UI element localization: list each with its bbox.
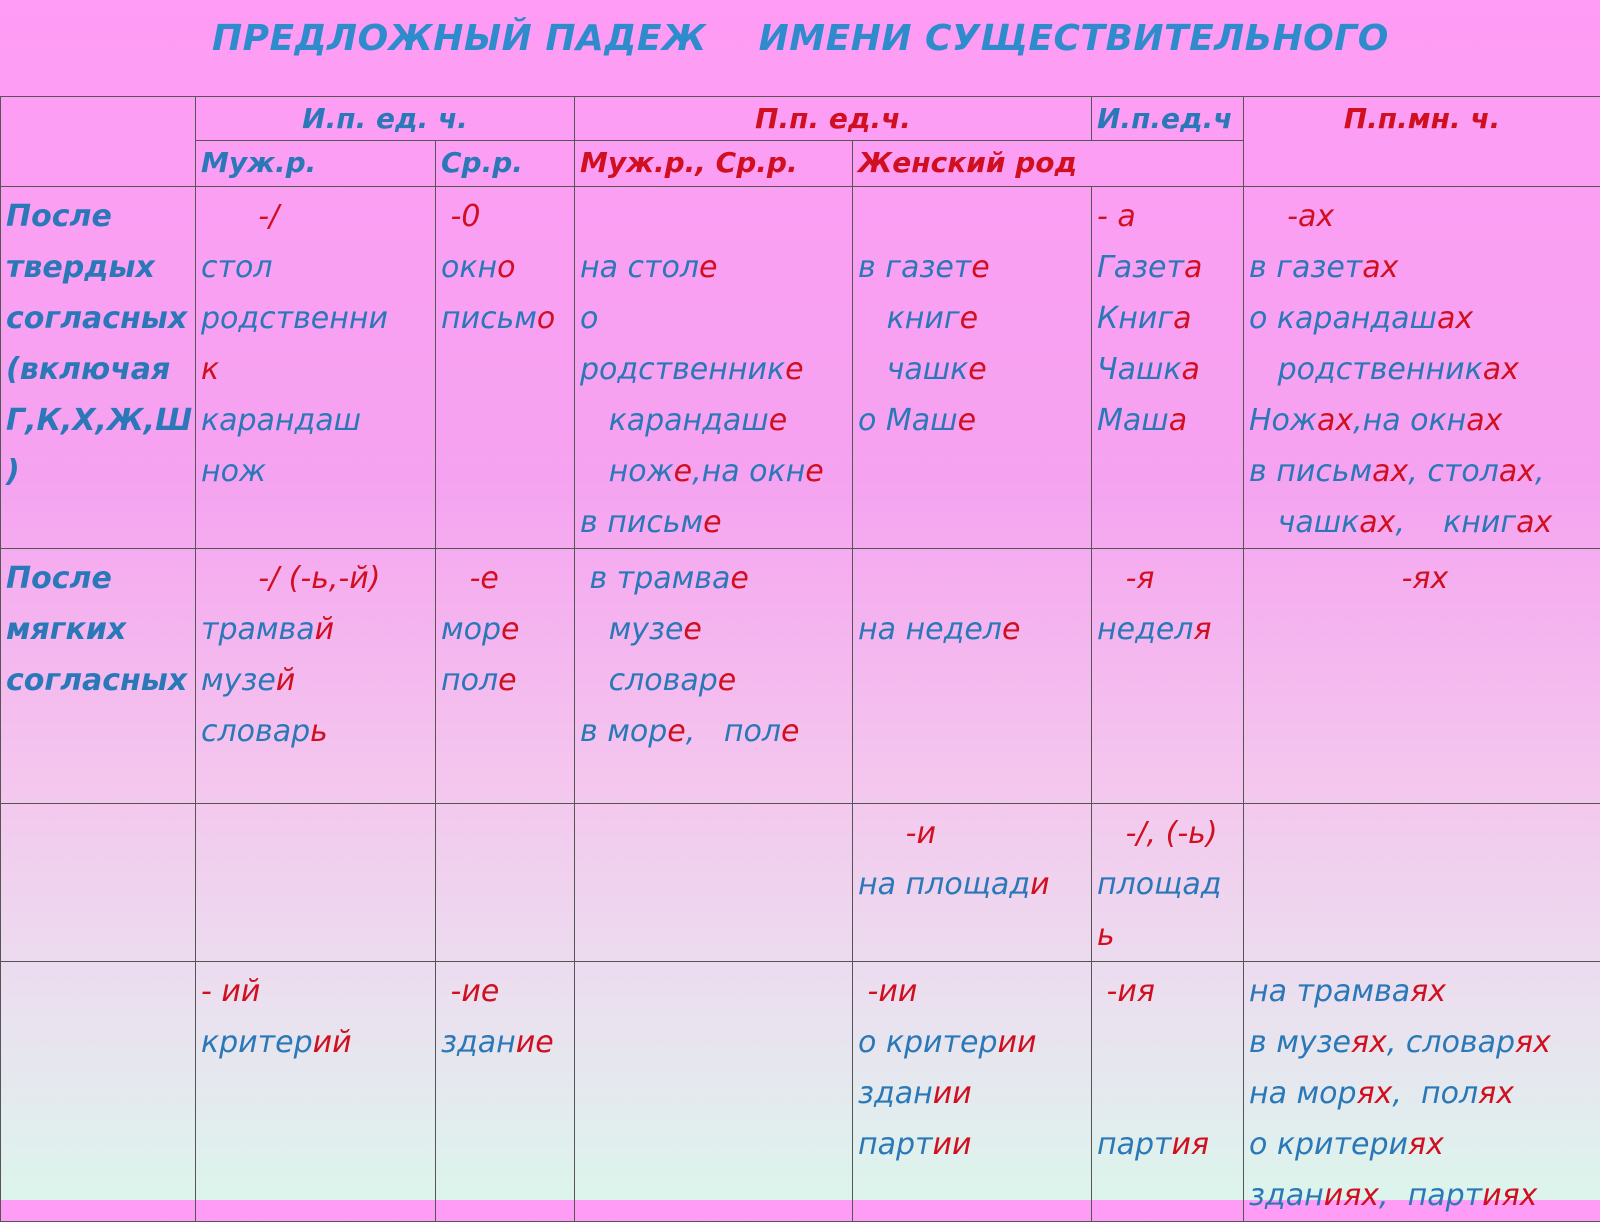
- cell-line: [441, 293, 569, 344]
- ending-text: к: [201, 352, 219, 387]
- cell-line: [1097, 910, 1238, 961]
- row-label: [1, 804, 196, 962]
- ending-text: а: [1182, 352, 1200, 387]
- cell-line: [858, 808, 1086, 859]
- ending-text: ах: [1499, 454, 1535, 489]
- cell-pp-zhen: [853, 962, 1092, 1222]
- cell-pp-mn: [1244, 962, 1600, 1222]
- stem-text: мор: [441, 612, 501, 647]
- table-row: [1, 804, 1600, 962]
- ending-text: -0: [441, 199, 480, 234]
- cell-line: [858, 395, 1086, 446]
- cell-im-zhen: [1092, 549, 1244, 804]
- ending-text: -/ (-ь,-й): [201, 561, 380, 596]
- stem-text: чашк: [858, 352, 968, 387]
- cell-line: [201, 344, 430, 395]
- stem-text: ,: [692, 454, 702, 489]
- ending-text: е: [785, 352, 803, 387]
- ending-text: -/: [201, 199, 279, 234]
- cell-im-sr: [436, 549, 575, 804]
- stem-text: , пол: [1392, 1076, 1478, 1111]
- cell-line: [1097, 966, 1238, 1017]
- ending-text: е: [958, 403, 976, 438]
- stem-text: критер: [201, 1025, 313, 1060]
- ending-text: ах: [1359, 505, 1395, 540]
- cell-line: [1097, 1068, 1238, 1119]
- cell-line: [1097, 344, 1238, 395]
- table-row: [1, 962, 1600, 1222]
- cell-line: [580, 706, 847, 757]
- stem-text: музе: [580, 612, 683, 647]
- page-title: ПРЕДЛОЖНЫЙ ПАДЕЖ ИМЕНИ СУЩЕСТВИТЕЛЬНОГО: [0, 18, 1600, 59]
- cell-line: [201, 1017, 430, 1068]
- cell-pp-mn: [1244, 549, 1600, 804]
- ending-text: я: [1193, 612, 1211, 647]
- stem-text: на стол: [580, 250, 699, 285]
- ending-text: е: [1002, 612, 1020, 647]
- cell-im-muzh: [196, 549, 436, 804]
- cell-line: [580, 242, 847, 293]
- cell-line: [1249, 293, 1595, 344]
- cell-line: [441, 1017, 569, 1068]
- header-pp-ed: П.п. ед.ч.: [575, 97, 1092, 141]
- stem-text: Маш: [1097, 403, 1169, 438]
- cell-pp-zhen: [853, 549, 1092, 804]
- ending-text: -я: [1097, 561, 1154, 596]
- stem-text: в газет: [1249, 250, 1362, 285]
- ending-text: е: [718, 663, 736, 698]
- cell-line: [858, 191, 1086, 242]
- stem-text: , книг: [1395, 505, 1516, 540]
- header-ip-ed: И.п. ед. ч.: [196, 97, 575, 141]
- table-row: [1, 187, 1600, 549]
- cell-im-muzh: [196, 804, 436, 962]
- stem-text: в трамва: [580, 561, 730, 596]
- cell-line: [580, 395, 847, 446]
- ending-text: е: [703, 505, 721, 540]
- cell-line: [441, 553, 569, 604]
- ending-text: иях: [1482, 1178, 1537, 1213]
- ending-text: ь: [1097, 918, 1115, 953]
- header-zhen: Женский род: [853, 141, 1244, 187]
- stem-text: о: [580, 301, 598, 336]
- stem-text: в музе: [1249, 1025, 1351, 1060]
- cell-line: [201, 553, 430, 604]
- stem-text: о карандаш: [1249, 301, 1437, 336]
- cell-line: [858, 1119, 1086, 1170]
- stem-text: парт: [1097, 1127, 1172, 1162]
- cell-pp-mn: [1244, 187, 1600, 549]
- stem-text: , пол: [686, 714, 781, 749]
- ending-text: а: [1169, 403, 1187, 438]
- cell-line: [201, 604, 430, 655]
- ending-text: -ии: [858, 974, 917, 1009]
- ending-text: ях: [1478, 1076, 1514, 1111]
- cell-line: [201, 293, 430, 344]
- ending-text: ах: [1317, 403, 1353, 438]
- table-row: [1, 549, 1600, 804]
- stem-text: здан: [441, 1025, 516, 1060]
- cell-line: [441, 966, 569, 1017]
- cell-line: [858, 1068, 1086, 1119]
- ending-text: -/, (-ь): [1097, 816, 1218, 851]
- ending-text: -ах: [1249, 199, 1334, 234]
- cell-line: [201, 191, 430, 242]
- stem-text: на мор: [1249, 1076, 1357, 1111]
- cell-line: [1097, 191, 1238, 242]
- stem-text: ,: [1535, 454, 1545, 489]
- ending-text: -ие: [441, 974, 499, 1009]
- ending-text: о: [537, 301, 555, 336]
- cell-line: [858, 859, 1086, 910]
- ending-text: е: [781, 714, 799, 749]
- ending-text: -ия: [1097, 974, 1155, 1009]
- ending-text: а: [1184, 250, 1202, 285]
- ending-text: ия: [1172, 1127, 1210, 1162]
- stem-text: в мор: [580, 714, 667, 749]
- cell-pp-mn: [1244, 804, 1600, 962]
- row-label: После мягких согласных: [1, 549, 196, 804]
- stem-text: родственник: [580, 352, 785, 387]
- cell-line: [1249, 446, 1595, 497]
- ending-text: й: [276, 663, 296, 698]
- header-muzh-sr: Муж.р., Ср.р.: [575, 141, 853, 187]
- cell-line: [441, 604, 569, 655]
- cell-pp-zhen: [853, 804, 1092, 962]
- cell-pp-zhen: [853, 187, 1092, 549]
- stem-text: ,на окн: [1353, 403, 1466, 438]
- cell-line: [858, 1017, 1086, 1068]
- header-corner: [1, 97, 196, 187]
- stem-text: окн: [441, 250, 497, 285]
- ending-text: ии: [933, 1127, 972, 1162]
- stem-text: Нож: [1249, 403, 1317, 438]
- cell-line: [441, 242, 569, 293]
- cell-line: [580, 446, 847, 497]
- stem-text: парт: [858, 1127, 933, 1162]
- stem-text: площад: [1097, 867, 1222, 902]
- stem-text: словар: [201, 714, 310, 749]
- stem-text: здан: [858, 1076, 933, 1111]
- ending-text: -ях: [1249, 561, 1448, 596]
- header-pp-mn: П.п.мн. ч.: [1244, 97, 1600, 187]
- row-label: [1, 962, 196, 1222]
- ending-text: ах: [1466, 403, 1502, 438]
- cell-line: [1249, 1170, 1595, 1221]
- ending-text: ах: [1372, 454, 1408, 489]
- cell-pp-muzh-sr: [575, 962, 853, 1222]
- stem-text: на недел: [858, 612, 1002, 647]
- ending-text: е: [971, 250, 989, 285]
- stem-text: , парт: [1379, 1178, 1482, 1213]
- cell-line: [1097, 395, 1238, 446]
- ending-text: й: [315, 612, 335, 647]
- ending-text: ие: [516, 1025, 554, 1060]
- cell-line: [858, 966, 1086, 1017]
- stem-text: на площад: [858, 867, 1030, 902]
- cell-line: [1097, 808, 1238, 859]
- ending-text: ах: [1483, 352, 1519, 387]
- stem-text: пол: [441, 663, 498, 698]
- cell-line: [1097, 553, 1238, 604]
- stem-text: на трамва: [1249, 974, 1410, 1009]
- cell-line: [580, 604, 847, 655]
- ending-text: - ий: [201, 974, 260, 1009]
- cell-im-sr: [436, 187, 575, 549]
- ending-text: и: [1030, 867, 1050, 902]
- cell-line: [201, 446, 430, 497]
- ending-text: ии: [933, 1076, 972, 1111]
- stem-text: родственни: [201, 301, 388, 336]
- cell-im-zhen: [1092, 962, 1244, 1222]
- cell-line: [1249, 497, 1595, 548]
- stem-text: о Маш: [858, 403, 958, 438]
- ending-text: ии: [998, 1025, 1037, 1060]
- cell-line: [201, 655, 430, 706]
- cell-line: [1097, 859, 1238, 910]
- stem-text: карандаш: [580, 403, 769, 438]
- cell-line: [858, 604, 1086, 655]
- cell-line: [1249, 242, 1595, 293]
- cell-line: [858, 242, 1086, 293]
- ending-text: -е: [441, 561, 499, 596]
- cell-line: [580, 344, 847, 395]
- cell-line: [1249, 191, 1595, 242]
- cell-im-sr: [436, 804, 575, 962]
- cell-line: [858, 553, 1086, 604]
- stem-text: словар: [580, 663, 718, 698]
- cell-line: [201, 966, 430, 1017]
- stem-text: Книг: [1097, 301, 1173, 336]
- stem-text: нож: [201, 454, 266, 489]
- cell-line: [1249, 553, 1595, 604]
- stem-text: на окн: [702, 454, 806, 489]
- ending-text: иях: [1324, 1178, 1379, 1213]
- ending-text: е: [730, 561, 748, 596]
- cell-line: [858, 344, 1086, 395]
- ending-text: ах: [1516, 505, 1552, 540]
- ending-text: е: [699, 250, 717, 285]
- ending-text: ь: [310, 714, 328, 749]
- ending-text: ах: [1437, 301, 1473, 336]
- cell-line: [580, 293, 847, 344]
- stem-text: музе: [201, 663, 276, 698]
- header-muzh: Муж.р.: [196, 141, 436, 187]
- stem-text: книг: [858, 301, 960, 336]
- stem-text: стол: [201, 250, 273, 285]
- ending-text: е: [498, 663, 516, 698]
- stem-text: о критер: [858, 1025, 998, 1060]
- stem-text: родственник: [1249, 352, 1483, 387]
- ending-text: е: [805, 454, 823, 489]
- ending-text: е: [960, 301, 978, 336]
- cell-line: [580, 655, 847, 706]
- ending-text: о: [497, 250, 515, 285]
- stem-text: о критери: [1249, 1127, 1408, 1162]
- row-label: После твердых согласных (включая Г,К,Х,Ж,Ш ): [1, 187, 196, 549]
- stem-text: в газет: [858, 250, 971, 285]
- cell-line: [580, 553, 847, 604]
- cell-line: [580, 191, 847, 242]
- ending-text: е: [667, 714, 685, 749]
- stem-text: , стол: [1408, 454, 1499, 489]
- stem-text: трамва: [201, 612, 315, 647]
- ending-text: е: [968, 352, 986, 387]
- ending-text: ях: [1408, 1127, 1444, 1162]
- ending-text: е: [769, 403, 787, 438]
- ending-text: ях: [1410, 974, 1446, 1009]
- ending-text: ях: [1351, 1025, 1387, 1060]
- header-ip-ed2: И.п.ед.ч: [1092, 97, 1244, 141]
- cell-line: [1249, 1017, 1595, 1068]
- cell-im-muzh: [196, 962, 436, 1222]
- stem-text: здан: [1249, 1178, 1324, 1213]
- stem-text: карандаш: [201, 403, 361, 438]
- cell-line: [201, 242, 430, 293]
- ending-text: - а: [1097, 199, 1136, 234]
- cell-pp-muzh-sr: [575, 804, 853, 962]
- cell-pp-muzh-sr: [575, 187, 853, 549]
- declension-table: [0, 96, 1600, 1222]
- cell-im-zhen: [1092, 187, 1244, 549]
- cell-line: [1249, 344, 1595, 395]
- ending-text: ях: [1357, 1076, 1393, 1111]
- cell-pp-muzh-sr: [575, 549, 853, 804]
- ending-text: е: [501, 612, 519, 647]
- ending-text: ях: [1515, 1025, 1551, 1060]
- cell-im-zhen: [1092, 804, 1244, 962]
- ending-text: е: [683, 612, 701, 647]
- cell-line: [1097, 604, 1238, 655]
- cell-line: [201, 395, 430, 446]
- stem-text: Газет: [1097, 250, 1184, 285]
- header-sr: Ср.р.: [436, 141, 575, 187]
- cell-line: [1097, 242, 1238, 293]
- ending-text: е: [674, 454, 692, 489]
- cell-line: [1249, 1068, 1595, 1119]
- cell-line: [201, 706, 430, 757]
- ending-text: -и: [858, 816, 936, 851]
- stem-text: нож: [580, 454, 674, 489]
- stem-text: в письм: [1249, 454, 1372, 489]
- stem-text: чашк: [1249, 505, 1359, 540]
- cell-line: [858, 293, 1086, 344]
- stem-text: Чашк: [1097, 352, 1182, 387]
- cell-line: [1097, 1017, 1238, 1068]
- cell-line: [1249, 395, 1595, 446]
- cell-im-muzh: [196, 187, 436, 549]
- cell-line: [441, 655, 569, 706]
- cell-line: [441, 191, 569, 242]
- ending-text: ах: [1362, 250, 1398, 285]
- stem-text: недел: [1097, 612, 1193, 647]
- stem-text: письм: [441, 301, 537, 336]
- ending-text: ий: [313, 1025, 352, 1060]
- cell-line: [580, 497, 847, 548]
- stem-text: , словар: [1387, 1025, 1515, 1060]
- stem-text: в письм: [580, 505, 703, 540]
- cell-line: [1097, 1119, 1238, 1170]
- cell-line: [1097, 293, 1238, 344]
- cell-im-sr: [436, 962, 575, 1222]
- cell-line: [1249, 966, 1595, 1017]
- cell-line: [1249, 1119, 1595, 1170]
- ending-text: а: [1173, 301, 1191, 336]
